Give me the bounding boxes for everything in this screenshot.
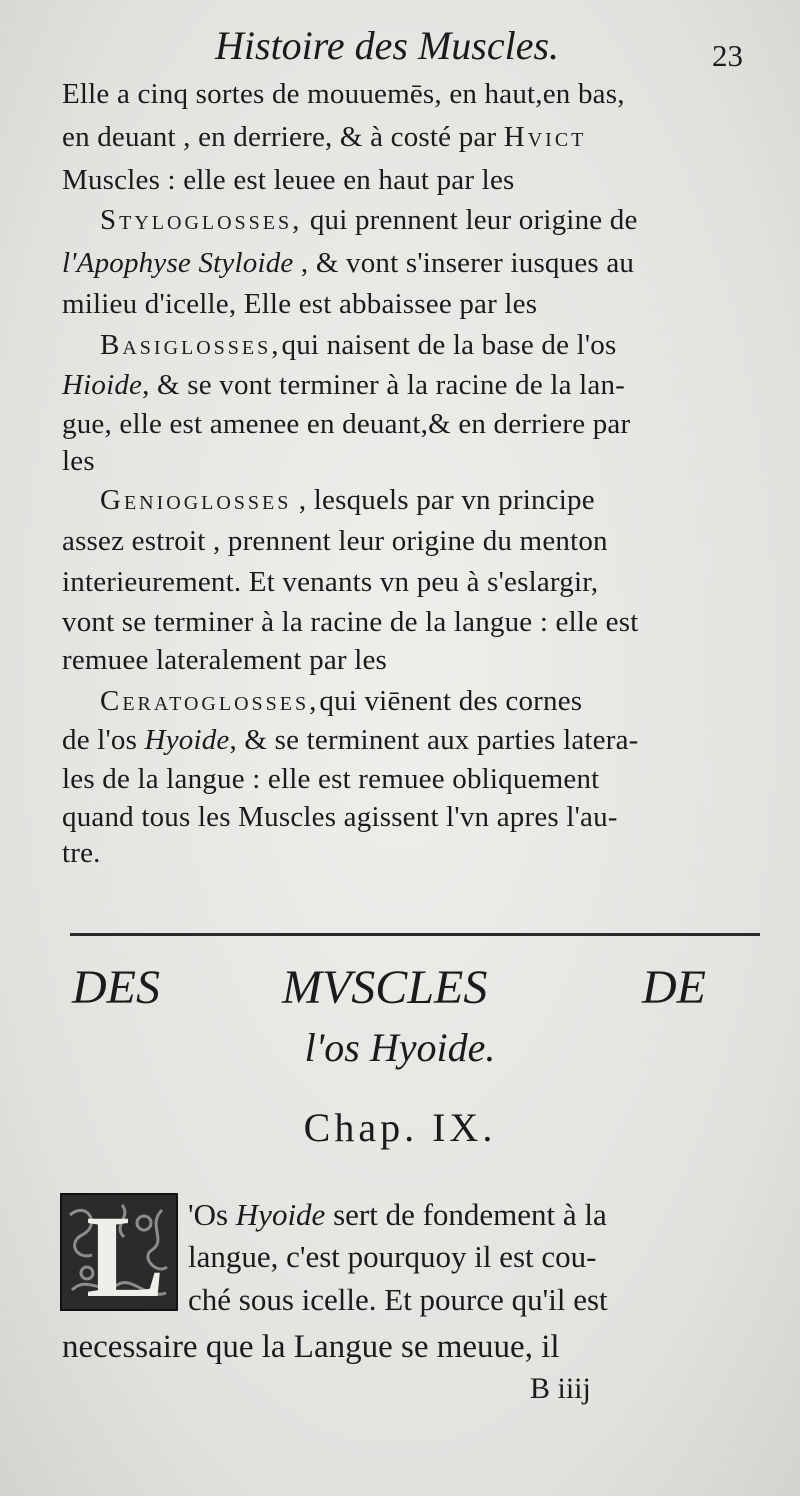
text-line: les de la langue : elle est remuee obliquement: [62, 763, 600, 795]
italic-term: l'Apophyse Styloide: [62, 247, 294, 279]
text-line: [100, 480, 758, 520]
chapter-title: Chap. IX.: [303, 1105, 497, 1150]
text-line: [188, 1195, 607, 1235]
smallcaps-term: Hvict: [503, 121, 587, 153]
text-line: ché sous icelle. Et pource qu'il est: [188, 1282, 608, 1317]
smallcaps-term: Styloglosses,: [100, 204, 303, 236]
smallcaps-term: Ceratoglosses,: [100, 685, 320, 717]
text-span: sert de fondement à la: [325, 1197, 607, 1232]
text-span: qui prennent leur origine de: [302, 204, 638, 236]
text-span: 'Os: [188, 1197, 236, 1232]
text-span: , lesquels par vn principe: [291, 484, 595, 516]
text-line: tre.: [62, 837, 101, 869]
text-span: qui viēnent des cornes: [319, 685, 583, 717]
text-line: les: [62, 445, 95, 477]
italic-term: Hioide: [62, 369, 143, 401]
section-subheading: l'os Hyoide.: [304, 1025, 496, 1070]
dropcap-letter: L: [86, 1191, 165, 1322]
smallcaps-term: Genioglosses: [100, 484, 292, 516]
text-span: , & vont s'inserer iusques au: [293, 247, 635, 279]
text-line: langue, c'est pourquoy il est cou-: [188, 1239, 597, 1274]
text-line: vont se terminer à la racine de la langue : elle est: [62, 606, 639, 638]
running-title: Histoire des Muscles.: [215, 23, 560, 68]
section-divider: [70, 933, 760, 936]
text-line: gue, elle est amenee en deuant,& en derriere par: [62, 408, 631, 440]
signature-mark: B iiij: [530, 1372, 591, 1405]
section-heading: [72, 960, 762, 1015]
heading-word: DE: [642, 961, 706, 1014]
heading-word: MVSCLES: [282, 961, 488, 1014]
text-span: en deuant , en derriere, & à costé par: [62, 121, 497, 153]
text-span: de l'os: [62, 724, 145, 756]
text-line: [62, 243, 758, 283]
text-span: qui naisent de la base de l'os: [281, 329, 617, 361]
text-line: Elle a cinq sortes de mouuemēs, en haut,en bas,: [62, 78, 625, 110]
text-line: [100, 325, 758, 365]
text-line: [100, 200, 758, 240]
text-line: assez estroit , prennent leur origine du menton: [62, 525, 608, 557]
page-number: 23: [712, 38, 743, 73]
text-line: [100, 681, 758, 721]
italic-term: Hyoide: [235, 1197, 326, 1232]
text-line: quand tous les Muscles agissent l'vn apres l'au-: [62, 801, 618, 833]
text-line: [62, 117, 758, 157]
heading-word: DES: [72, 961, 160, 1014]
text-line: necessaire que la Langue se meuue, il: [62, 1329, 560, 1365]
text-line: Muscles : elle est leuee en haut par les: [62, 164, 515, 196]
text-span: , & se vont terminer à la racine de la lan-: [142, 369, 626, 401]
text-line: remuee lateralement par les: [62, 644, 388, 676]
text-line: [62, 365, 758, 405]
italic-term: Hyoide: [144, 724, 230, 756]
text-line: [62, 720, 758, 760]
decorated-initial: [60, 1191, 178, 1322]
text-line: milieu d'icelle, Elle est abbaissee par les: [62, 288, 538, 320]
text-line: interieurement. Et venants vn peu à s'eslargir,: [62, 566, 599, 598]
text-span: , & se terminent aux parties latera-: [229, 724, 639, 756]
smallcaps-term: Basiglosses,: [100, 329, 282, 361]
